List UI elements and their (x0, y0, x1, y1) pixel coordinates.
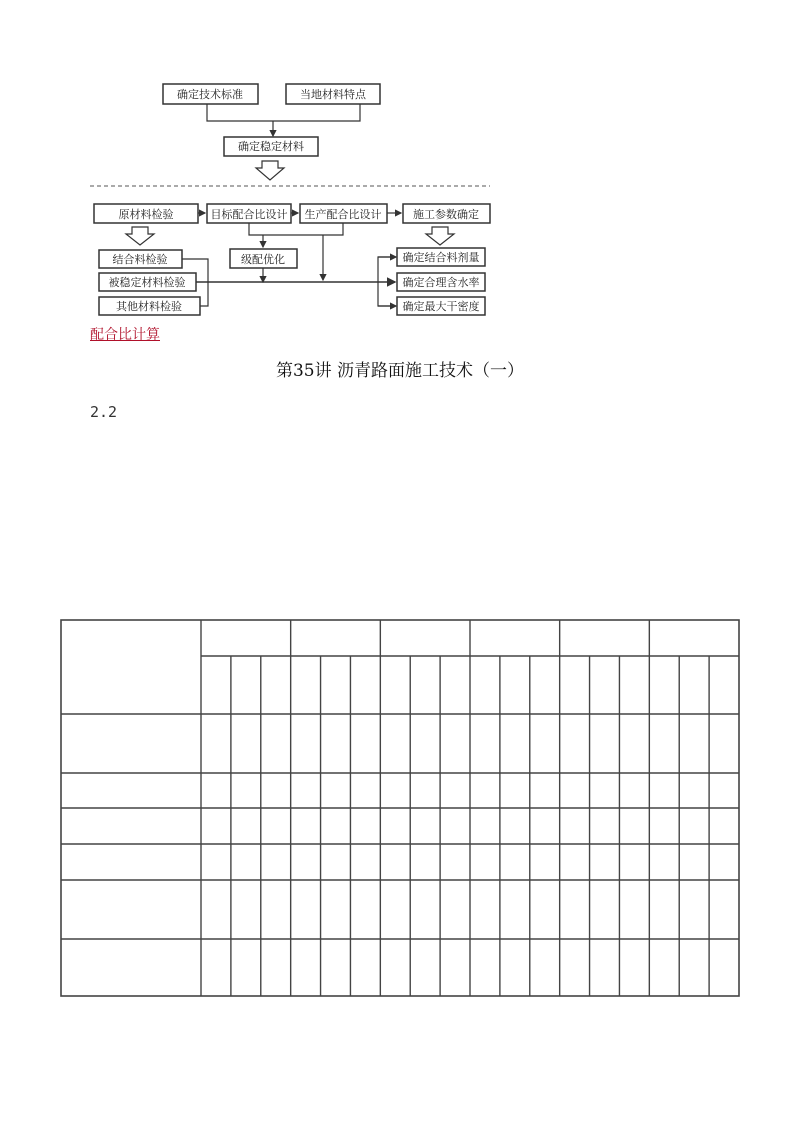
box-stable-material-label: 确定稳定材料 (238, 140, 304, 153)
box-construction-params-label: 施工参数确定 (413, 208, 479, 221)
hollow-arrow-icon (126, 227, 154, 245)
box-tech-standard-label: 确定技术标准 (177, 88, 243, 101)
hollow-arrow-icon (426, 227, 454, 245)
section-number: 2.2 (90, 403, 118, 421)
box-other-test-label: 其他材料检验 (116, 300, 182, 313)
box-binder-test-label: 结合料检验 (112, 253, 168, 266)
box-raw-material-test-label: 原材料检验 (118, 208, 174, 221)
box-max-density-label: 确定最大干密度 (402, 300, 480, 313)
box-binder-dose-label: 确定结合料剂量 (402, 251, 480, 264)
box-production-mix-label: 生产配合比设计 (304, 208, 382, 221)
box-stabilized-test-label: 被稳定材料检验 (108, 276, 186, 289)
box-gradation-label: 级配优化 (241, 253, 285, 266)
table-border (61, 620, 739, 996)
lecture-title: 第35讲 沥青路面施工技术（一） (275, 361, 525, 381)
box-target-mix-label: 目标配合比设计 (210, 208, 288, 221)
hollow-arrow-icon (256, 161, 284, 180)
box-local-material-label: 当地材料特点 (300, 88, 366, 101)
mix-calc-link[interactable]: 配合比计算 (90, 327, 160, 343)
box-water-content-label: 确定合理含水率 (402, 276, 480, 289)
mix-design-flowchart (0, 0, 800, 330)
